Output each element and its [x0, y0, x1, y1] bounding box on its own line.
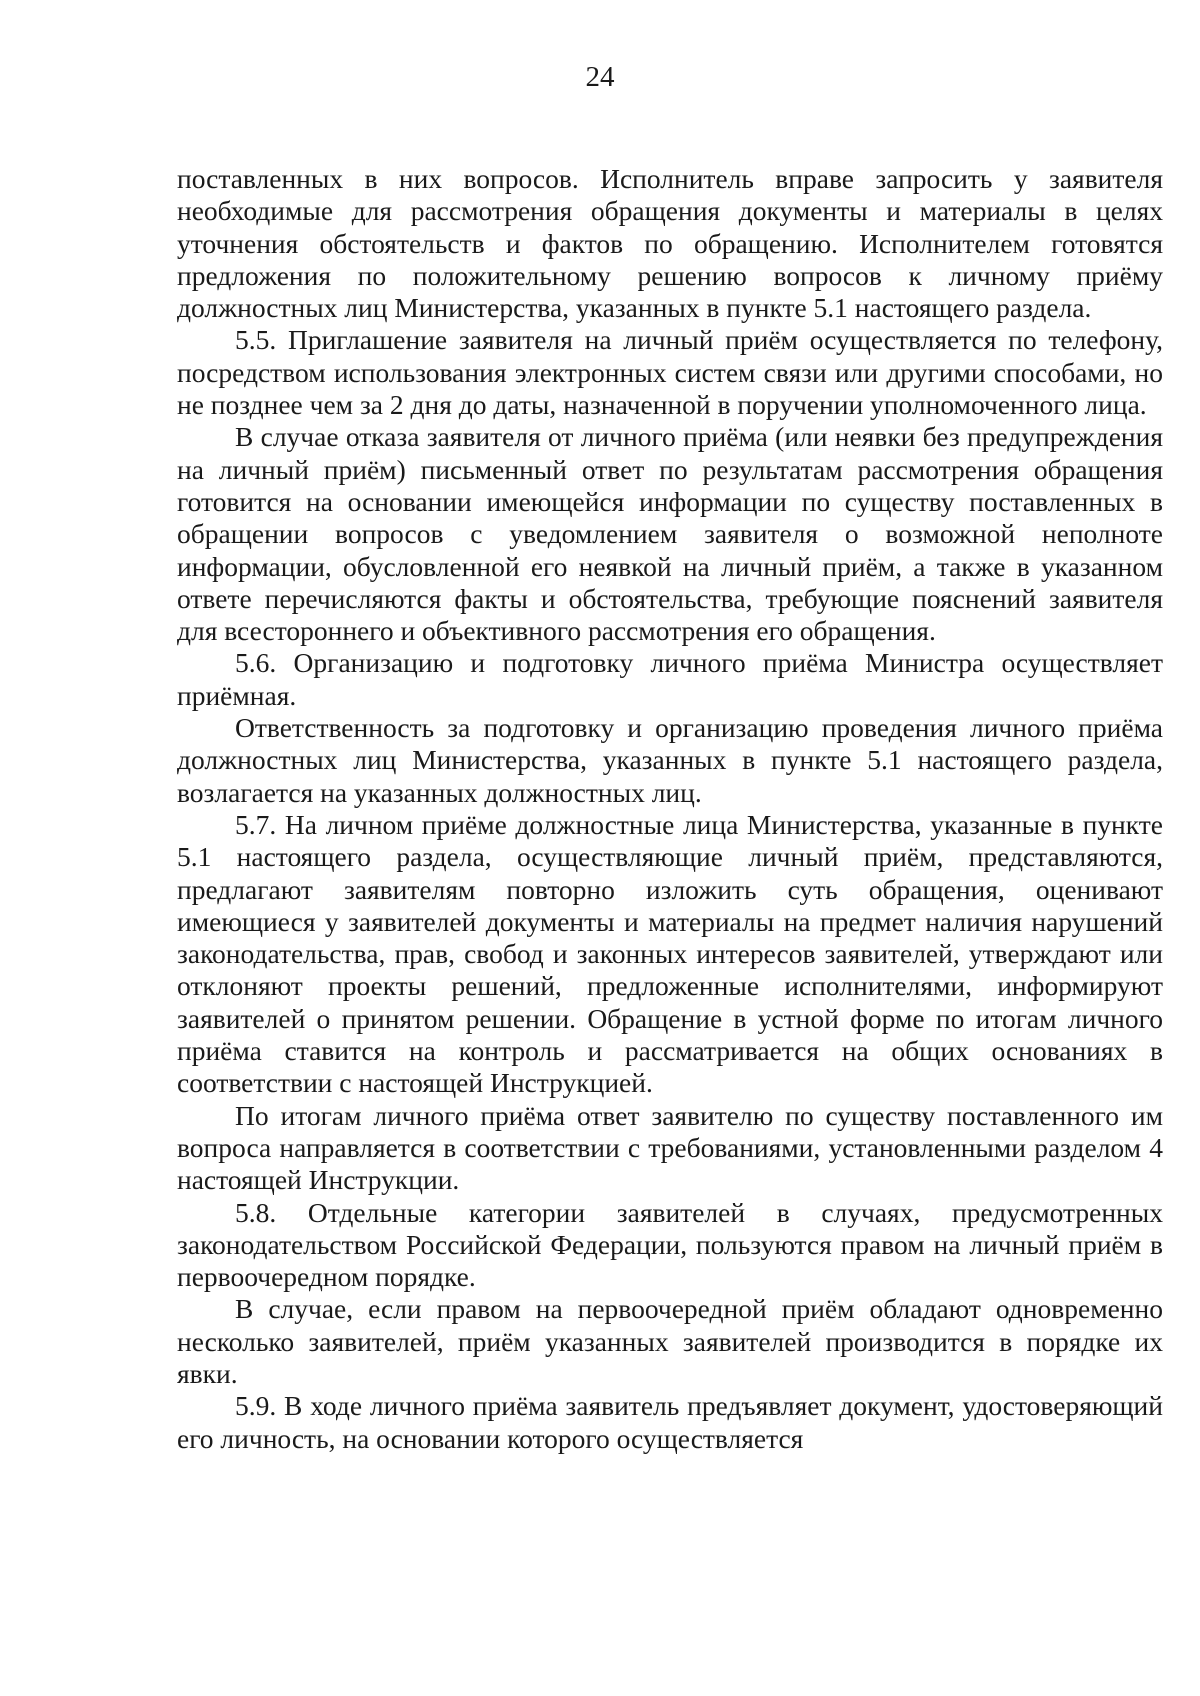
- paragraph-5-8: 5.8. Отдельные категории заявителей в случаях, предусмотренных законодательством Российской Федерации, пользуются правом на личный приём в первоочередном порядке.: [177, 1196, 1163, 1293]
- paragraph-refusal: В случае отказа заявителя от личного приёма (или неявки без предупреждения на личный приём) письменный ответ по результатам рассмотрения обращения готовится на основании имеющейся информации по существу поставленных в обращении вопросов с уведомлением заявителя о возможной неполноте информации, обусловленной его неявкой на личный приём, а также в указанном ответе перечисляются факты и обстоятельства, требующие пояснений заявителя для всестороннего и объективного рассмотрения его обращения.: [177, 421, 1163, 647]
- page-number: 24: [585, 61, 615, 93]
- paragraph-results: По итогам личного приёма ответ заявителю по существу поставленного им вопроса направляется в соответствии с требованиями, установленными разделом 4 настоящей Инструкции.: [177, 1099, 1163, 1196]
- document-body: [177, 163, 1163, 1455]
- paragraph-priority: В случае, если правом на первоочередной приём обладают одновременно несколько заявителей, приём указанных заявителей производится в порядке их явки.: [177, 1293, 1163, 1389]
- paragraph-5-6: 5.6. Организацию и подготовку личного приёма Министра осуществляет приёмная.: [177, 647, 1163, 711]
- paragraph-5-7: 5.7. На личном приёме должностные лица Министерства, указанные в пункте 5.1 настоящего раздела, осуществляющие личный приём, представляются, предлагают заявителям повторно изложить суть обращения, оценивают имеющиеся у заявителей документы и материалы на предмет наличия нарушений законодательства, прав, свобод и законных интересов заявителей, утверждают или отклоняют проекты решений, предложенные исполнителями, информируют заявителей о принятом решении. Обращение в устной форме по итогам личного приёма ставится на контроль и рассматривается на общих основаниях в соответствии с настоящей Инструкцией.: [177, 808, 1163, 1099]
- paragraph-5-5: 5.5. Приглашение заявителя на личный приём осуществляется по телефону, посредством использования электронных систем связи или другими способами, но не позднее чем за 2 дня до даты, назначенной в поручении уполномоченного лица.: [177, 324, 1163, 421]
- paragraph-responsibility: Ответственность за подготовку и организацию проведения личного приёма должностных лиц Министерства, указанных в пункте 5.1 настоящего раздела, возлагается на указанных должностных лиц.: [177, 712, 1163, 808]
- paragraph-5-9: 5.9. В ходе личного приёма заявитель предъявляет документ, удостоверяющий его личность, на основании которого осуществляется: [177, 1390, 1163, 1454]
- paragraph-continuation: поставленных в них вопросов. Исполнитель вправе запросить у заявителя необходимые для рассмотрения обращения документы и материалы в целях уточнения обстоятельств и фактов по обращению. Исполнителем готовятся предложения по положительному решению вопросов к личному приёму должностных лиц Министерства, указанных в пункте 5.1 настоящего раздела.: [177, 163, 1163, 324]
